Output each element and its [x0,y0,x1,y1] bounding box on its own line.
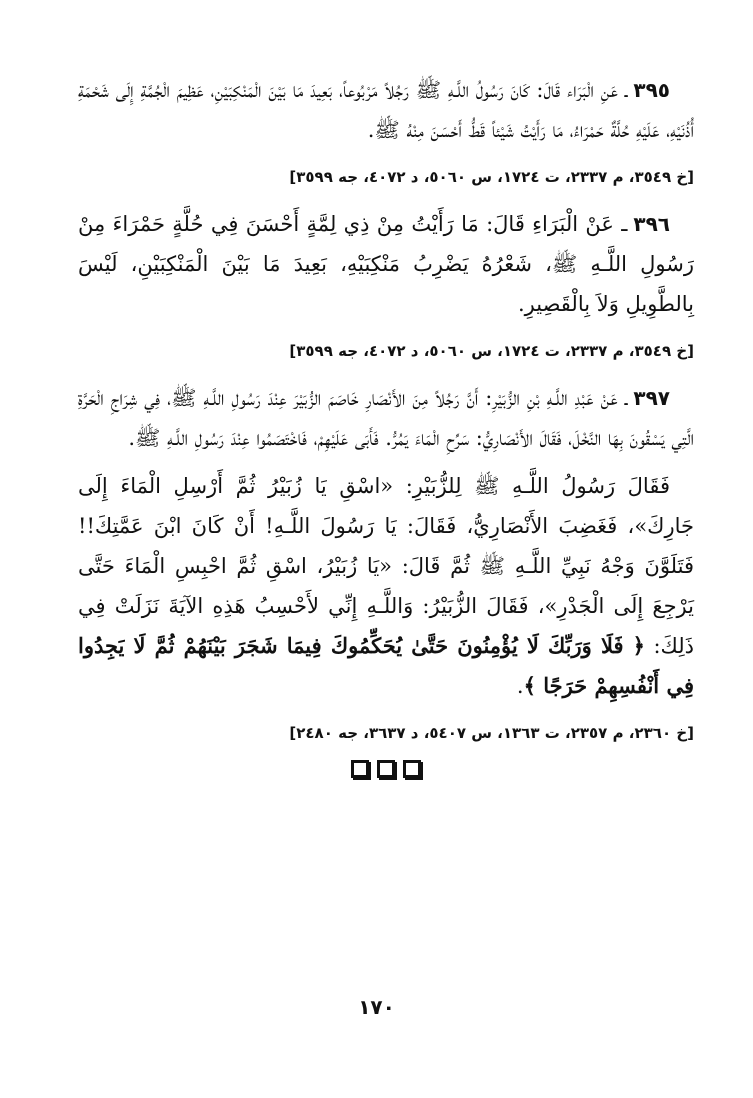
square-ornament-icon [377,760,395,778]
hadith-text: ـ عَنْ عَبْدِ اللَّـهِ بْنِ الزُّبَيْرِ: أَنَّ رَجُلاً مِنَ الأَنْصَارِ خَاصَمَ الزُّبَيْرَ عِنْدَ رَسُولِ اللَّـهِ ﷺ، فِي شِرَاجِ الْحَرَّةِ الَّتِي يَسْقُونَ بِهَا النَّخْلَ، فَقَالَ الأَنْصَارِيُّ: سَرِّحِ الْمَاءَ يَمُرُّ. فَأَبَى عَلَيْهِمْ، فَاخْتَصَمُوا عِنْدَ رَسُولِ اللَّـهِ ﷺ. [78,386,694,450]
page-number: ١٧٠ [358,995,395,1019]
hadith-397 [78,378,694,458]
hadith-continuation-text: فَقَالَ رَسُولُ اللَّـهِ ﷺ لِلزُّبَيْرِ: «اسْقِ يَا زُبَيْرُ ثُمَّ أَرْسِلِ الْمَاءَ إِلَى جَارِكَ»، فَغَضِبَ الأَنْصَارِيُّ، فَقَالَ: يَا رَسُولَ اللَّـهِ! أَنْ كَانَ ابْنَ عَمَّتِكَ!! فَتَلَوَّنَ وَجْهُ نَبِيِّ اللَّـهِ ﷺ ثُمَّ قَالَ: «يَا زُبَيْرُ، اسْقِ ثُمَّ احْبِسِ الْمَاءَ حَتَّى يَرْجِعَ إِلَى الْجَدْرِ»، فَقَالَ الزُّبَيْرُ: وَاللَّـهِ إِنِّي لأَحْسِبُ هَذِهِ الآيَةَ نَزَلَتْ فِي ذَلِكَ: [78,474,694,658]
hadith-396 [78,204,694,324]
end-punctuation: . [516,674,524,698]
hadith-number: ٣٩٦ [633,212,670,236]
hadith-number: ٣٩٥ [633,78,670,102]
square-ornament-icon [351,760,369,778]
section-separator [78,760,694,778]
hadith-number: ٣٩٧ [633,386,670,410]
hadith-reference: [خ ٣٥٤٩، م ٢٣٣٧، ت ١٧٢٤، س ٥٠٦٠، د ٤٠٧٢، جه ٣٥٩٩] [289,168,694,186]
hadith-reference: [خ ٣٥٤٩، م ٢٣٣٧، ت ١٧٢٤، س ٥٠٦٠، د ٤٠٧٢، جه ٣٥٩٩] [289,342,694,360]
hadith-text: ـ عَنِ الْبَرَاء قَالَ: كَانَ رَسُولُ اللَّـهِ ﷺ رَجُلاً مَرْبُوعاً، بَعِيدَ مَا بَيْنَ الْمَنْكِبَيْنِ، عَظِيمَ الْجُمَّةِ إِلَى شَحْمَةِ أُذُنَيْهِ، عَلَيْهِ حُلَّةٌ حَمْرَاءُ، مَا رَأَيْتُ شَيْئاً قَطُّ أَحْسَنَ مِنْهُ ﷺ. [78,78,694,142]
hadith-395 [78,70,694,150]
hadith-397-continuation [78,466,694,706]
square-ornament-icon [403,760,421,778]
hadith-reference: [خ ٢٣٦٠، م ٢٣٥٧، ت ١٣٦٣، س ٥٤٠٧، د ٣٦٣٧، جه ٢٤٨٠] [289,724,694,742]
quran-verse: ﴿ فَلَا وَرَبِّكَ لَا يُؤْمِنُونَ حَتَّىٰ يُحَكِّمُوكَ فِيمَا شَجَرَ بَيْنَهُمْ ثُمَّ لَا يَجِدُوا فِي أَنْفُسِهِمْ حَرَجًا ﴾ [78,633,694,698]
page-body [78,70,694,778]
hadith-text: ـ عَنْ الْبَرَاءِ قَالَ: مَا رَأَيْتُ مِنْ ذِي لِمَّةٍ أَحْسَنَ فِي حُلَّةٍ حَمْرَاءَ مِنْ رَسُولِ اللَّـهِ ﷺ، شَعْرُهُ يَضْرِبُ مَنْكِبَيْهِ، بَعِيدَ مَا بَيْنَ الْمَنْكِبَيْنِ، لَيْسَ بِالطَّوِيلِ وَلاَ بِالْقَصِيرِ. [78,212,694,316]
